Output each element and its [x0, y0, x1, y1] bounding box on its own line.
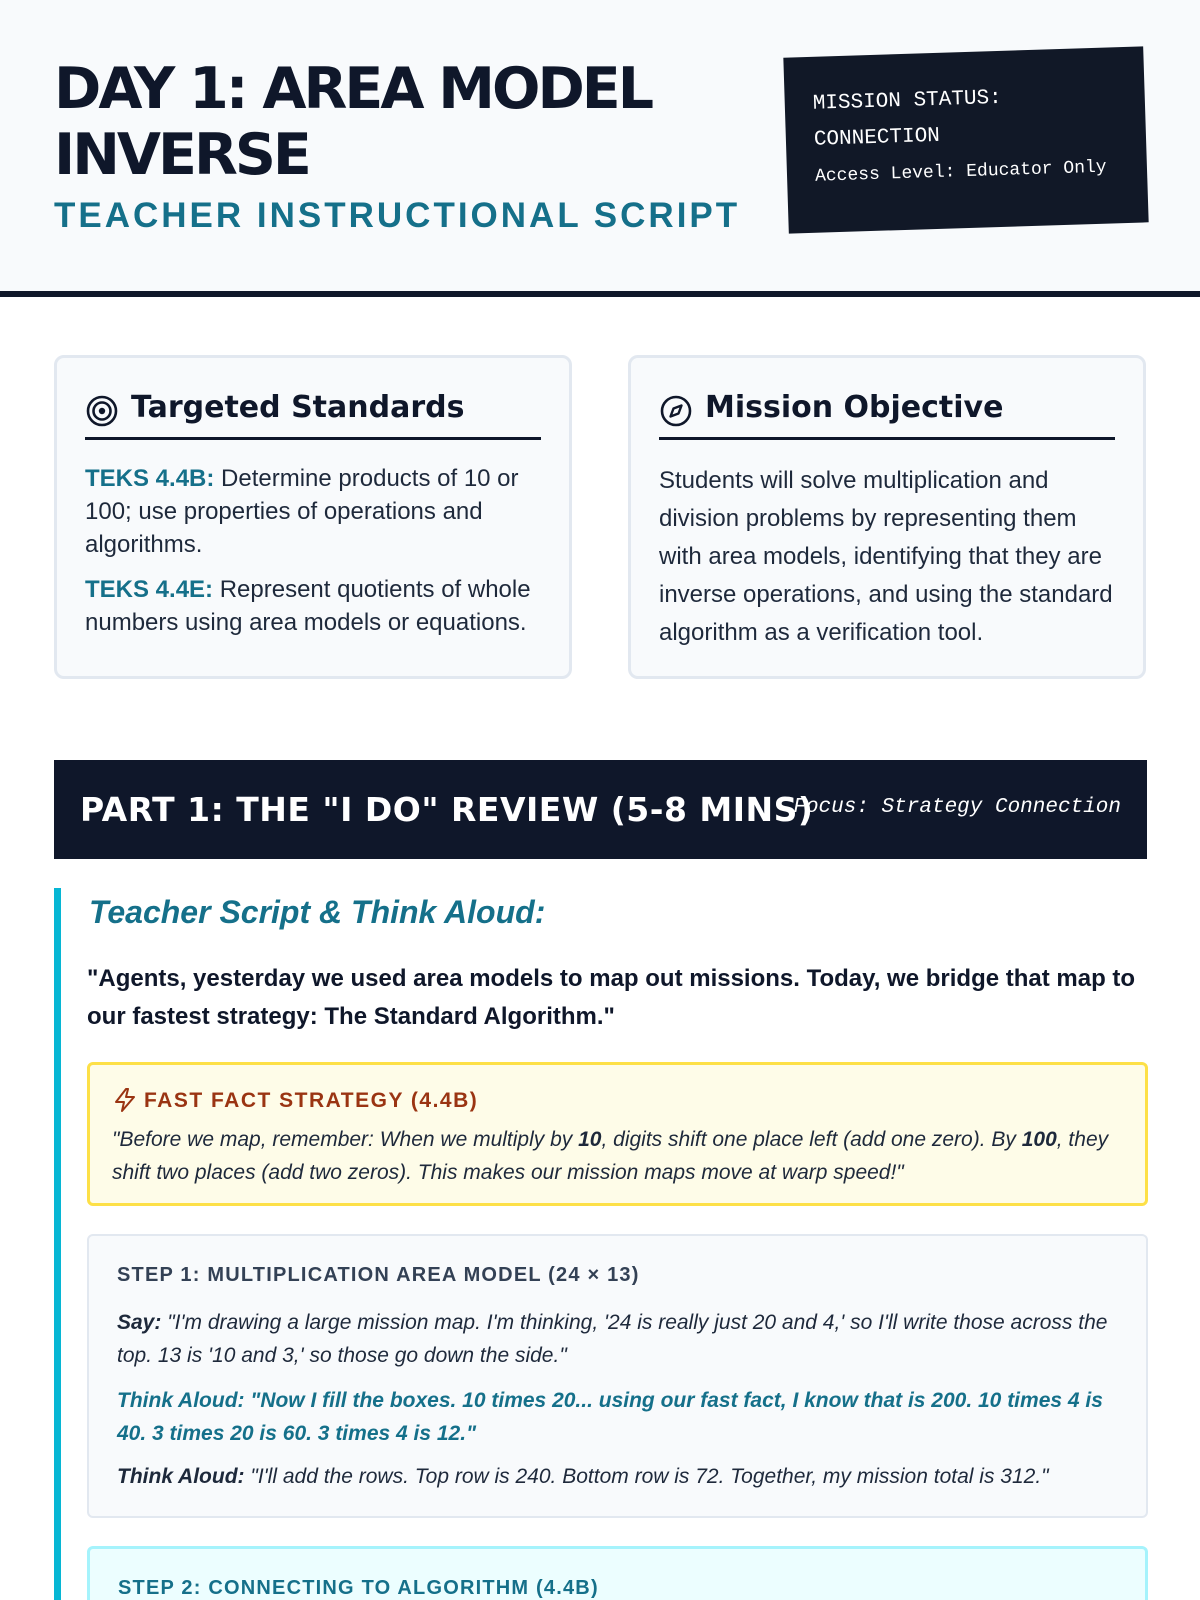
standard-text: Represent quotients of whole numbers using area models or equations. [85, 576, 531, 636]
step1-card [87, 1234, 1148, 1518]
part1-title: PART 1: THE "I DO" REVIEW (5-8 MINS) [80, 790, 814, 829]
mission-status-stamp [783, 46, 1148, 233]
standard-item [85, 462, 547, 561]
fast-fact-text: "Before we map, remember: When we multiply by 10, digits shift one place left (add one zero). By 100, they shift two places (add two zeros). This makes our mission maps move at warp speed!" [112, 1128, 1109, 1184]
page-subtitle: TEACHER INSTRUCTIONAL SCRIPT [54, 196, 741, 235]
standards-list [85, 462, 547, 651]
part1-focus: Focus: Strategy Connection [793, 796, 1121, 819]
lightning-icon [112, 1087, 138, 1113]
target-icon [85, 394, 119, 428]
script-quote: "Agents, yesterday we used area models to map out missions. Today, we bridge that map to our fastest strategy: The Standard Algorithm." [87, 965, 1136, 1030]
step2-title: STEP 2: CONNECTING TO ALGORITHM (4.4B) [118, 1577, 599, 1599]
standard-text: Determine products of 10 or 100; use properties of operations and algorithms. [85, 465, 519, 558]
script-heading: Teacher Script & Think Aloud: [89, 894, 546, 930]
step1-say: Say: "I'm drawing a large mission map. I'm thinking, '24 is really just 20 and 4,' so I'll write those across the top. 13 is '10 and 3,' so those go down the side." [117, 1311, 1108, 1367]
fast-fact-title: FAST FACT STRATEGY (4.4B) [144, 1089, 479, 1112]
page-header [0, 0, 1200, 297]
part1-banner [54, 760, 1147, 859]
standard-code: TEKS 4.4B: [85, 465, 215, 492]
compass-icon [659, 394, 693, 428]
standards-card [54, 355, 572, 679]
step1-title: STEP 1: MULTIPLICATION AREA MODEL (24 × 13) [117, 1264, 640, 1286]
page-title: DAY 1: AREA MODEL INVERSE [54, 56, 652, 188]
objective-title: Mission Objective [705, 390, 1004, 425]
step2-card [87, 1546, 1148, 1600]
standard-item [85, 573, 547, 639]
standards-title: Targeted Standards [131, 390, 465, 425]
step1-think-aloud-1: Think Aloud: "Now I fill the boxes. 10 times 20... using our fast fact, I know that is 200. 10 times 4 is 40. 3 times 20 is 60. 3 times 4 is 12." [117, 1389, 1103, 1445]
objective-card [628, 355, 1146, 679]
teacher-script-section [54, 888, 1147, 1600]
objective-text: Students will solve multiplication and division problems by representing them with area models, identifying that they are inverse operations, and using the standard algorithm as a verification tool. [659, 467, 1113, 646]
step1-think-aloud-2: Think Aloud: "I'll add the rows. Top row is 240. Bottom row is 72. Together, my mission total is 312." [117, 1465, 1049, 1488]
status-label: MISSION STATUS: [812, 86, 1003, 116]
standards-card-header [85, 390, 541, 440]
standard-code: TEKS 4.4E: [85, 576, 214, 603]
status-value: CONNECTION [813, 124, 941, 152]
objective-card-header [659, 390, 1115, 440]
fast-fact-callout [87, 1062, 1148, 1206]
access-level: Access Level: Educator Only [814, 157, 1107, 187]
